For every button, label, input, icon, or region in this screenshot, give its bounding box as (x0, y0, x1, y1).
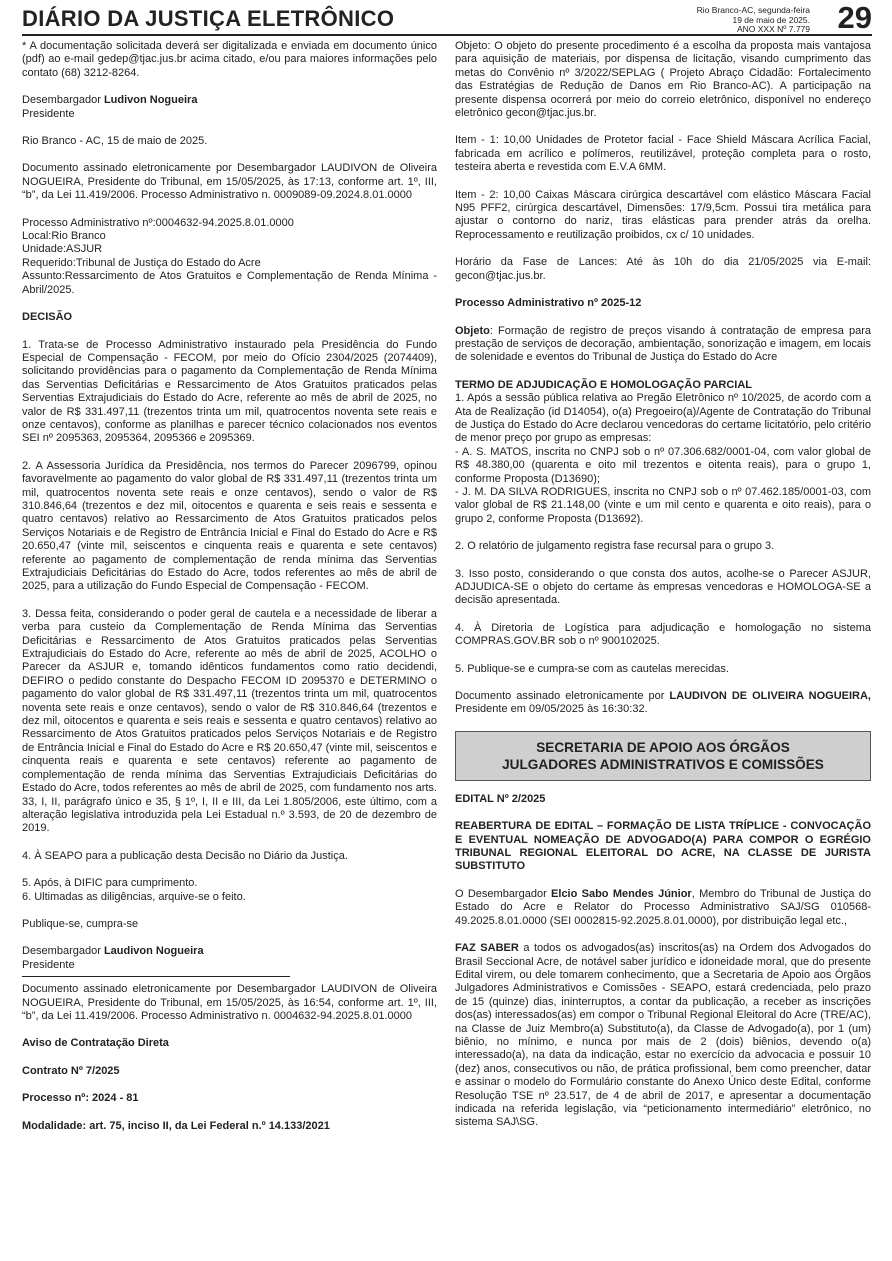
signature-line: Desembargador Ludivon Nogueira (22, 94, 198, 107)
date-line: Rio Branco - AC, 15 de maio de 2025. (22, 135, 208, 148)
signature-block (22, 94, 437, 121)
signatory-role: Presidente (22, 107, 75, 120)
electronic-signature-note: Documento assinado eletronicamente por Desembargador LAUDIVON de Oliveira NOGUEIRA, Presidente do Tribunal, em 15/05/2025, às 17:13, conforme art. 1º, III, “b”, da Lei 11.419/2006. Processo Administrativo n. 0009089-09.2024.8.01.0000 (22, 162, 437, 202)
process-line: Processo Administrativo nº:0004632-94.2025.8.01.0000 (22, 216, 294, 229)
process-line: Assunto:Ressarcimento de Atos Gratuitos e Complementação de Renda Mínima - Abril/2025. (22, 270, 437, 296)
award-term (455, 379, 871, 526)
award-item: 1. Após a sessão pública relativa ao Pregão Eletrônico nº 10/2025, de acordo com a Ata de Realização (id D14054), o(a) Pregoeiro(a)/Agente de Contratação do Tribunal de Justiça do Estado do Acre declarou vencedoras do certame licitatório, pelo critério de menor preço por grupo as empresas: (455, 392, 871, 445)
object-label: Objeto (455, 324, 490, 337)
object-paragraph: Objeto: O objeto do presente procedimento é a escolha da proposta mais vantajosa para aquisição de materiais, por dispensa de licitação, visando cumprimento das metas do Convênio nº 3/2022/SEPLAG ( Projeto Abraço Cidadão: Fortalecimento das Estratégias de Redução de Danos em Rio Branco-AC). A participação na presente dispensa ocorrerá por meio do correio eletrônico, disponível no endereço eletrônico gecon@tjac.jus.br. (455, 40, 871, 120)
signatory-name: Ludivon Nogueira (103, 94, 198, 107)
edital-number: EDITAL Nº 2/2025 (455, 792, 546, 805)
section-title-line: JULGADORES ADMINISTRATIVOS E COMISSÕES (502, 756, 824, 772)
item-description: Item - 1: 10,00 Unidades de Protetor facial - Face Shield Máscara Acrílica Facial, fabricada em acrílico e polímeros, reutilizável, proteção completa para o rosto, testeira aberta e revestida com E.V.A 6MM. (455, 134, 871, 174)
issue-edition: ANO XXX Nº 7.779 (736, 24, 810, 34)
masthead (22, 0, 872, 36)
signature-line: Desembargador Laudivon Nogueira (22, 945, 204, 958)
decision-item: 4. À SEAPO para a publicação desta Decisão no Diário da Justiça. (22, 849, 348, 862)
section-banner (455, 731, 871, 781)
award-term-heading: TERMO DE ADJUDICAÇÃO E HOMOLOGAÇÃO PARCIAL (455, 378, 752, 391)
notice-heading: Aviso de Contratação Direta (22, 1037, 169, 1050)
decision-item: 6. Ultimadas as diligências, arquive-se o feito. (22, 890, 246, 903)
edital-paragraph: FAZ SABER a todos os advogados(as) inscritos(as) na Ordem dos Advogados do Brasil Seccional Acre, de notável saber jurídico e idoneidade moral, que do presente Edital virem, ou dele tomarem conhecimento, que a Secretaria de Apoio aos Órgãos Julgadores Administrativos e Comissões - SEAPO, estará credenciada, pelo prazo de 15 (quinze) dias, ininterruptos, a contar da publicação, a receber as inscrições dos(as) interessados(as) em compor o Tribunal Regional Eleitoral do Acre (TRE/AC), na Classe de Juiz Membro(a) Substituto(a), da Classe de Advogado(a), por 1 (um) biênio, no mínimo, e nunca por mais de 2 (dois) biênios, devendo o(a) interessado(a), na data da indicação, estar no exercício da advocacia e possuir 10 (dez) anos, consecutivos ou não, de prática profissional, bem como preencher, datar e assinar o modelo do Formulário constante do Anexo Único deste Edital, conforme Resolução TSE nº 23.517, de 4 de abril de 2017, e apresentar a documentação indicada na referida legislação, via “peticionamento intermediário” eletrônico, no sistema SAJ\SG. (455, 942, 871, 1129)
process-number: Processo nº: 2024 - 81 (22, 1092, 139, 1105)
award-winner: - J. M. DA SILVA RODRIGUES, inscrita no CNPJ sob o nº 07.462.185/0001-03, com valor global de R$ 21.148,00 (vinte e um mil cento e quarenta e oito reais), para o grupo 2, conforme Proposta (D13692). (455, 485, 871, 525)
journal-title: DIÁRIO DA JUSTIÇA ELETRÔNICO (22, 6, 395, 31)
award-item: 2. O relatório de julgamento registra fase recursal para o grupo 3. (455, 540, 775, 553)
award-winner: - A. S. MATOS, inscrita no CNPJ sob o nº 07.306.682/0001-04, com valor global de R$ 48.380,00 (quarenta e oito mil trezentos e oitenta reais), para o grupo 1, conforme Proposta (D13690); (455, 445, 871, 485)
decision-item: 5. Após, à DIFIC para cumprimento. (22, 877, 198, 890)
decision-item: 2. A Assessoria Jurídica da Presidência, nos termos do Parecer 2096799, opinou favoravelmente ao pagamento do valor global de R$ 331.497,11 (trezentos trinta um mil, quatrocentos noventa sete reais e onze centavos), sendo o valor de R$ 310.846,64 (trezentos e dez mil, oitocentos e quarenta e seis reais e sessenta e quatro centavos) relativo ao Ressarcimento de Atos Gratuitos praticados pelos Serviços Notariais e de Registro de Entrância Inicial e Final do Estado do Acre e R$ 20.650,47 (vinte mil, seiscentos e cinquenta reais e quarenta e sete centavos) referente ao pagamento de complementação de renda mínima das Serventias Extrajudiciais Deficitárias do Estado do Acre, todos referentes ao mês de abril de 2025, para a utilização do Fundo Especial de Compensação - FECOM. (22, 459, 437, 593)
decision-item: 3. Dessa feita, considerando o poder geral de cautela e a necessidade de liberar a verba para custeio da Complementação de Renda Mínima das Serventias Deficitárias e Ressarcimento de Atos Gratuitos praticados pelas Serventias Extrajudiciais do Estado do Acre, referente ao mês de abril de 2025, ACOLHO o Parecer da ASJUR e, tomando idênticos fundamentos como ratio decidendi, DEFIRO o pedido constante do Despacho FECOM ID 2095370 e DETERMINO o pagamento do valor global de R$ 331.497,11 (trezentos trinta um mil, quatrocentos noventa sete reais e onze centavos), sendo o valor de R$ 310.846,64 (trezentos e dez mil, oitocentos e quarenta e seis reais e sessenta e quatro centavos) relativo ao Ressarcimento de Atos Gratuitos praticados pelos Serviços Notariais e de Registro de Entrância Inicial e Final do Estado do Acre e R$ 20.650,47 (vinte mil, seiscentos e cinquenta reais e quarenta e sete centavos) referente ao pagamento de complementação de renda mínima das Serventias Extrajudiciais Deficitárias do Estado do Acre, todos referentes ao mês de abril de 2025, com fundamento nos arts. 33, I, II, parágrafo único e 35, § 1º, I, II e III, da Lei 1.805/2006, este último, com a alteração legislativa introduzida pela Lei Estadual n.º 3.593, de 20 de dezembro de 2019. (22, 607, 437, 835)
divider (22, 976, 290, 977)
award-item: 3. Isso posto, considerando o que consta dos autos, acolhe-se o Parecer ASJUR, ADJUDICA-SE o objeto do certame às empresas vencedoras e HOMOLOGA-SE a decisão apresentada. (455, 567, 871, 607)
process-line: Local:Rio Branco (22, 230, 106, 243)
rapporteur-name: Elcio Sabo Mendes Júnior (551, 887, 692, 900)
process-line: Unidade:ASJUR (22, 243, 103, 256)
signature-block (22, 945, 437, 972)
process-info (22, 217, 437, 297)
decision-final-items (22, 877, 437, 904)
signatory-name: LAUDIVON DE OLIVEIRA NOGUEIRA, (669, 690, 871, 703)
award-item: 5. Publique-se e cumpra-se com as cautelas merecidas. (455, 662, 729, 675)
process-line: Requerido:Tribunal de Justiça do Estado do Acre (22, 256, 261, 269)
left-column (22, 40, 437, 1147)
item-description: Item - 2: 10,00 Caixas Máscara cirúrgica descartável com elástico Máscara Facial N95 PFF2, cirúrgica descartável, Dimensões: 17/9,5cm. Possui tira metálica para ajustar o contorno do nariz, tiras elásticas para prender atrás da orelha. Reprocessamento e reutilização proibidos, cx c/ 10 unidades. (455, 188, 871, 241)
object-paragraph: Objeto: Formação de registro de preços visando à contratação de empresa para prestação de serviços de decoração, ambientação, sonorização e imagem, em locais de solenidade e eventos do Tribunal de Justiça do Estado do Acre (455, 324, 871, 364)
documentation-note: * A documentação solicitada deverá ser digitalizada e enviada em documento único (pdf) ao e-mail gedep@tjac.jus.br acima citado, e/ou para maiores informações pelo contato (68) 3212-8264. (22, 40, 437, 79)
bidding-schedule: Horário da Fase de Lances: Até às 10h do dia 21/05/2025 via E-mail: gecon@tjac.jus.br. (455, 256, 871, 282)
decision-heading: DECISÃO (22, 311, 73, 324)
edital-paragraph: O Desembargador Elcio Sabo Mendes Júnior, Membro do Tribunal de Justiça do Estado do Acre e Relator do Processo Administrativo SAJ/SG 010568-49.2025.8.01.0000 (SEI 0002815-92.2025.8.01.0000), por distribuição legal etc., (455, 887, 871, 927)
issue-date: 19 de maio de 2025. (732, 14, 810, 25)
section-title-line: SECRETARIA DE APOIO AOS ÓRGÃOS (536, 739, 790, 755)
electronic-signature-note: Documento assinado eletronicamente por LAUDIVON DE OLIVEIRA NOGUEIRA, Presidente em 09/05/2025 às 16:30:32. (455, 690, 871, 716)
issue-info (697, 6, 810, 35)
issue-place-date: Rio Branco-AC, segunda-feira (696, 5, 810, 15)
electronic-signature-note: Documento assinado eletronicamente por Desembargador LAUDIVON de Oliveira NOGUEIRA, Presidente do Tribunal, em 15/05/2025, às 16:54, conforme art. 1º, III, “b”, da Lei 11.419/2006. Processo Administrativo n. 0004632-94.2025.8.01.0000 (22, 983, 437, 1022)
signatory-role: Presidente (22, 958, 75, 971)
page-number: 29 (837, 0, 872, 35)
decision-item: 1. Trata-se de Processo Administrativo instaurado pela Presidência do Fundo Especial de Compensação - FECOM, por meio do Ofício 2304/2025 (2074409), solicitando providências para o pagamento da Complementação de Renda Mínima das Serventias Deficitárias e Ressarcimento de Atos Gratuitos praticados pelas Serventias Extrajudiciais do Estado do Acre, referente ao mês de abril de 2025, no valor de R$ 331.497,11 (trezentos trinta um mil, quatrocentos noventa sete reais e onze centavos), conforme as planilhas e parecer técnico colacionados nos eventos SEI nº 2095363, 2095364, 2095366 e 2095369. (22, 338, 437, 445)
process-heading: Processo Administrativo nº 2025-12 (455, 297, 642, 310)
faz-saber-label: FAZ SABER (455, 942, 519, 955)
edital-title: REABERTURA DE EDITAL – FORMAÇÃO DE LISTA TRÍPLICE - CONVOCAÇÃO E EVENTUAL NOMEAÇÃO DE ADVOGADO(A) PARA COMPOR O EGRÉGIO TRIBUNAL REGIONAL ELEITORAL DO ACRE, NA CLASSE DE JURISTA SUBSTITUTO (455, 820, 871, 873)
publish-order: Publique-se, cumpra-se (22, 917, 139, 930)
award-item: 4. À Diretoria de Logística para adjudicação e homologação no sistema COMPRAS.GOV.BR sob o nº 900102025. (455, 621, 871, 648)
contract-number: Contrato Nº 7/2025 (22, 1064, 120, 1077)
right-column (455, 40, 871, 1144)
modality: Modalidade: art. 75, inciso II, da Lei Federal n.º 14.133/2021 (22, 1119, 330, 1132)
signatory-name: Laudivon Nogueira (103, 945, 204, 958)
